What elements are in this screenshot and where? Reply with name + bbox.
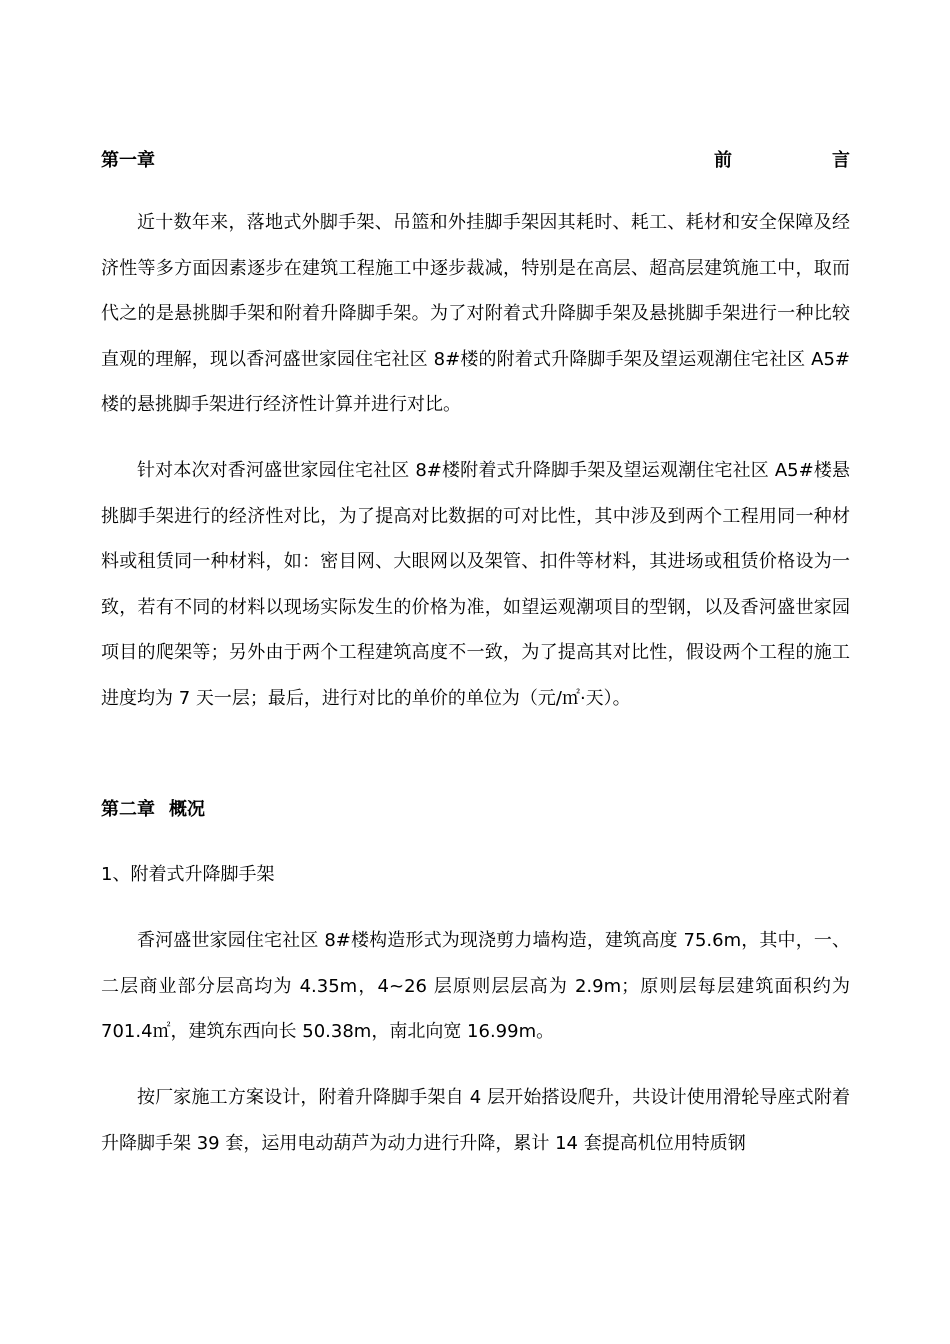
paragraph-scaffold-design: 按厂家施工方案设计，附着升降脚手架自 4 层开始搭设爬升，共设计使用滑轮导座式附着升降脚手架 39 套，运用电动葫芦为动力进行升降，累计 14 套提高机位用特质钢 — [101, 1087, 850, 1154]
paragraph-comparison-basis: 针对本次对香河盛世家园住宅社区 8#楼附着式升降脚手架及望运观潮住宅社区 A5#楼悬挑脚手架进行的经济性对比，为了提高对比数据的可对比性，其中涉及到两个工程用同一种材料或租赁同一种材料，如：密目网、大眼网以及架管、扣件等材料，其进场或租赁价格设为一致，若有不同的材料以现场实际发生的价格为准，如望运观潮项目的型钢，以及香河盛世家园项目的爬架等；另外由于两个工程建筑高度不一致，为了提高其对比性，假设两个工程的施工进度均为 7 天一层；最后，进行对比的单价的单位为（元/㎡·天）。 — [101, 460, 850, 709]
chapter-1-char: 前 — [714, 150, 732, 171]
chapter-1-char: 言 — [832, 150, 850, 171]
chapter-1-char: 一 — [119, 150, 137, 171]
paragraph-intro: 近十数年来，落地式外脚手架、吊篮和外挂脚手架因其耗时、耗工、耗材和安全保障及经济性等多方面因素逐步在建筑工程施工中逐步裁减，特别是在高层、超高层建筑施工中，取而代之的是悬挑脚手架和附着升降脚手架。为了对附着式升降脚手架及悬挑脚手架进行一种比较直观的理解，现以香河盛世家园住宅社区 8#楼的附着式升降脚手架及望运观潮住宅社区 A5#楼的悬挑脚手架进行经济性计算并进行对比。 — [101, 212, 850, 415]
chapter-1-char: 章 — [137, 150, 155, 171]
section-1-heading: 1、附着式升降脚手架 — [101, 864, 275, 885]
chapter-2-title: 概况 — [169, 799, 205, 820]
paragraph-building-overview: 香河盛世家园住宅社区 8#楼构造形式为现浇剪力墙构造，建筑高度 75.6m，其中，一、二层商业部分层高均为 4.35m，4~26 层原则层层高为 2.9m；原则层每层建筑面积约为 701.4㎡，建筑东西向长 50.38m，南北向宽 16.99m。 — [101, 930, 850, 1042]
chapter-2-heading — [101, 795, 850, 825]
chapter-1-char: 第 — [101, 150, 119, 171]
chapter-1-heading — [101, 144, 850, 174]
chapter-2-label: 第二章 — [101, 799, 155, 820]
